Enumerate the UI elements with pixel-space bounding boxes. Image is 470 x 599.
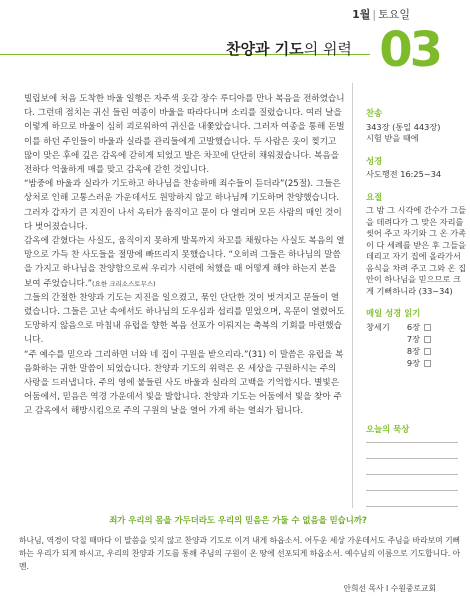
reading-row	[366, 358, 466, 370]
reading-chapter: 7장	[406, 333, 420, 344]
summary-block	[366, 192, 466, 298]
weekday: 토요일	[378, 8, 410, 21]
prayer-section	[14, 514, 462, 573]
page-title-bold: 찬양과 기도	[226, 40, 304, 58]
hymn-block	[366, 108, 466, 145]
month: 1월	[352, 8, 371, 21]
paragraph-3	[24, 234, 346, 291]
reading-checkbox[interactable]	[424, 336, 431, 343]
page-title-rest: 의 위력	[303, 40, 352, 58]
prayer-text: 하나님, 역경이 닥칠 때마다 이 말씀을 잊지 않고 찬양과 기도로 이겨 내게 하옵소서. 어두운 세상 가운데서도 주님을 바라보며 기뻐하는 우리가 되게 하시고, 우리의 찬양과 기도를 통해 주님의 구원이 온 땅에 선포되게 하옵소서. 예수님의 이름으로 기도합니다. 아멘.	[19, 536, 461, 571]
notes-label: 오늘의 묵상	[366, 424, 410, 434]
reading-row	[366, 346, 466, 358]
reflection-question: 죄가 우리의 몸을 가두더라도 우리의 믿음은 가둘 수 없음을 믿습니까?	[109, 515, 367, 525]
author-credit: 안희선 목사 I 수원중로교회	[343, 584, 436, 593]
note-line[interactable]	[366, 490, 458, 491]
reading-block	[366, 308, 466, 370]
summary-text: 그 밤 그 시각에 간수가 그들을 데려다가 그 맞은 자리를 씻어 주고 자기와 그 온 가족이 다 세례를 받은 후 그들을 데리고 자기 집에 올라가서 음식을 차려 주고 그와 온 집안이 하나님을 믿으므로 크게 기뻐하니라 (33~34)	[366, 205, 467, 296]
scripture-label: 성경	[366, 155, 383, 166]
date-separator: |	[372, 8, 377, 21]
reading-checkbox[interactable]	[424, 360, 431, 367]
reading-label: 매일 성경 읽기	[366, 308, 421, 318]
meditation-text	[24, 92, 346, 419]
reading-chapter: 9장	[406, 357, 420, 368]
column-divider	[352, 83, 353, 508]
reading-row	[366, 334, 466, 346]
page-title	[226, 38, 352, 59]
sidebar	[366, 108, 466, 381]
note-line[interactable]	[366, 442, 458, 443]
note-line[interactable]	[366, 474, 458, 475]
reference-tag: (요한 크리소스토무스)	[92, 279, 156, 288]
hymn-label: 찬송	[366, 108, 383, 118]
reading-book: 창세기	[366, 321, 390, 332]
note-line[interactable]	[366, 458, 458, 459]
scripture-block	[366, 156, 466, 181]
paragraph-1: 빌립보에 처음 도착한 바울 일행은 자주색 옷감 장수 루디아를 만나 복음을 전하였습니다. 그런데 점치는 귀신 들린 여종이 바울을 따라다니며 소리를 질렀습니다. 여러 날을 이렇게 하므로 바울이 심히 괴로워하여 귀신을 내쫓았습니다. 그러자 여종을 통해 돈벌이를 하던 주인들이 바울과 실라를 관리들에게 고발했습니다. 두 사람은 옷이 찢기고 많이 맞은 후에 깊은 감옥에 갇히게 되었고 발은 차꼬에 단단히 채워졌습니다. 복음을 전하다 억울하게 매를 맞고 감옥에 갇힌 것입니다.	[24, 94, 345, 176]
summary-label: 요절	[366, 191, 383, 202]
reading-row	[366, 322, 466, 334]
paragraph-4: 그들의 간절한 찬양과 기도는 지진을 일으켰고, 묶인 단단한 것이 벗겨지고 문들이 열렸습니다. 그들은 고난 속에서도 하나님의 도우심과 섭리를 믿었으며, 옥문이 열렸어도 도망하지 않음으로 마침내 유럽을 향한 복음 선포가 이뤄지는 축복의 기회를 마련했습니다.	[24, 292, 345, 346]
reading-checkbox[interactable]	[424, 324, 431, 331]
hymn-text: 343장 (통일 443장) 시험 받을 때에	[366, 121, 441, 143]
paragraph-3-text: 감옥에 갇혔다는 사실도, 움직이지 못하게 발목까지 차꼬를 채웠다는 사실도 복음의 열망으로 가득 찬 사도들을 절망에 빠뜨리지 못했습니다. “오히려 그들은 하나님의 말씀을 가지고 하나님을 찬양함으로써 우리가 시련에 처했을 때 어떻게 해야 하는지 본을 보여 주었습니다.”	[24, 236, 345, 289]
date-label	[352, 6, 410, 22]
paragraph-2: “밤중에 바울과 실라가 기도하고 하나님을 찬송하매 죄수들이 듣더라”(25절). 그들은 상처로 인해 고통스러운 가운데서도 원망하지 않고 하나님께 기도하며 찬양했습니다. 그러자 갑자기 큰 지진이 나서 옥터가 움직이고 문이 다 열리며 모든 사람의 매인 것이 다 벗어졌습니다.	[24, 179, 342, 232]
reading-chapter: 6장	[406, 321, 420, 332]
note-line[interactable]	[366, 506, 458, 507]
reading-checkbox[interactable]	[424, 348, 431, 355]
reading-chapter: 8장	[406, 345, 420, 356]
scripture-text: 사도행전 16:25~34	[366, 169, 442, 179]
paragraph-5: “주 예수를 믿으라 그리하면 너와 네 집이 구원을 받으리라.”(31) 이 말씀은 유럽을 복음화하는 귀한 말씀이 되었습니다. 찬양과 기도의 위력은 온 세상을 구원하시는 주의 사랑을 드러냅니다. 주의 영에 붙들린 사도 바울과 실라의 고백을 기억합시다. 별빛은 어둠에서, 믿음은 역경 가운데서 빛을 발합니다. 찬양과 기도는 어둠에서 빛을 찾아 주고 감옥에서 해방시킴으로 주의 구원의 날을 열어 가게 하는 열쇠가 됩니다.	[24, 349, 344, 417]
day-number: 03	[379, 22, 440, 78]
